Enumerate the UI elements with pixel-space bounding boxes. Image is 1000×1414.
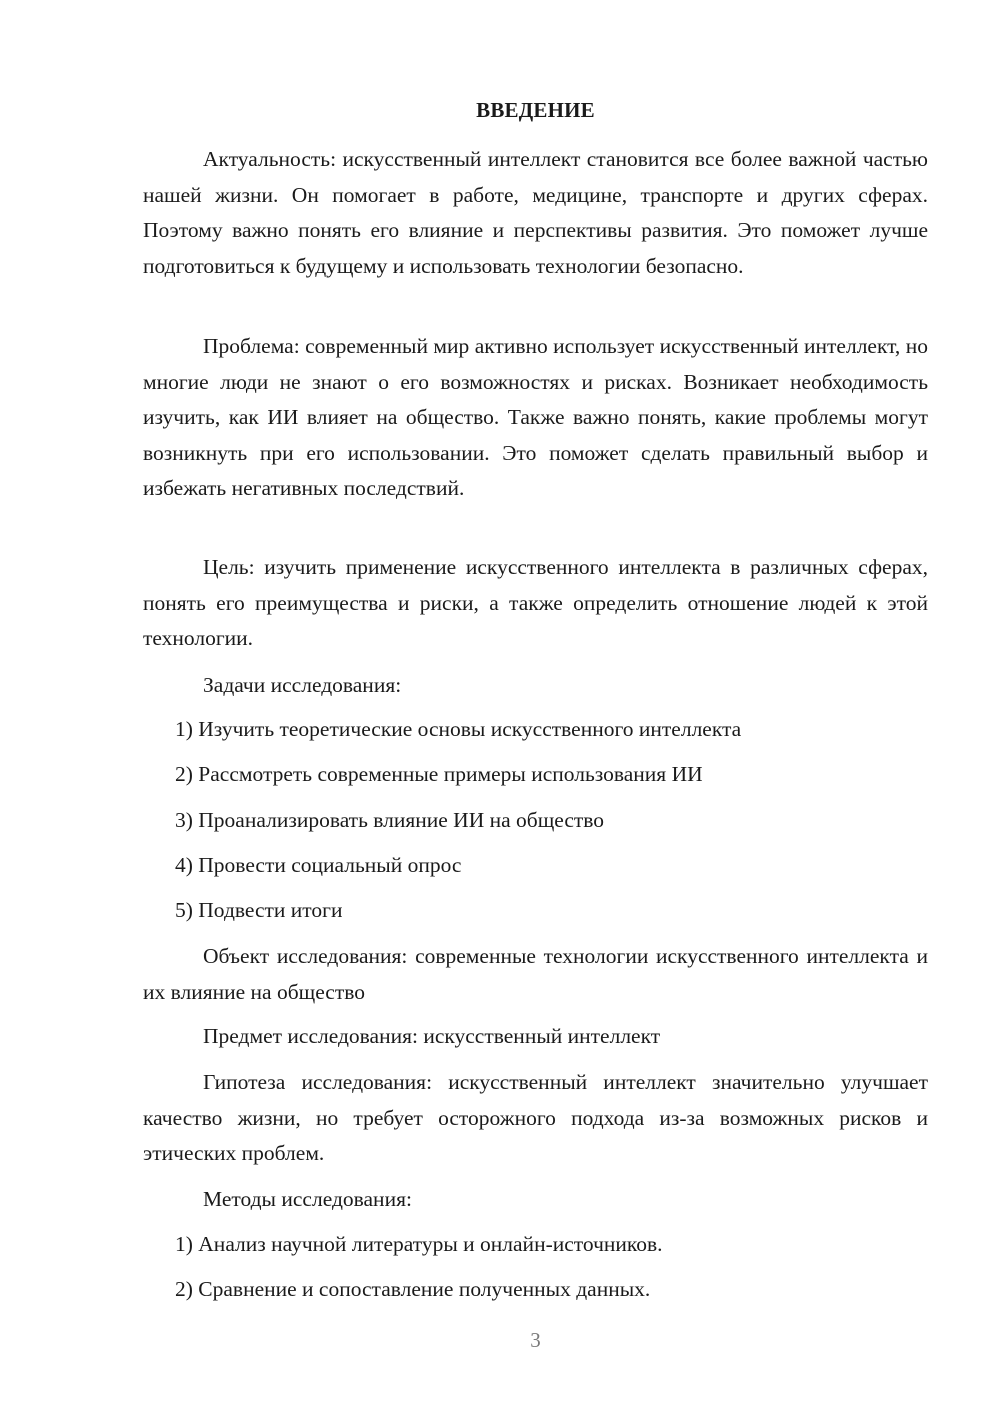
- object-paragraph: Объект исследования: современные технологии искусственного интеллекта и их влияние на общество: [143, 944, 928, 1004]
- task-item: 4) Провести социальный опрос: [175, 853, 462, 877]
- task-item: 5) Подвести итоги: [175, 898, 343, 922]
- subject-paragraph: Предмет исследования: искусственный интеллект: [203, 1024, 661, 1048]
- page-number: 3: [530, 1328, 541, 1352]
- task-item: 2) Рассмотреть современные примеры использования ИИ: [175, 762, 703, 786]
- section-title: ВВЕДЕНИЕ: [476, 98, 595, 122]
- methods-heading: Методы исследования:: [203, 1187, 412, 1211]
- task-item: 3) Проанализировать влияние ИИ на общество: [175, 808, 605, 832]
- relevance-paragraph: Актуальность: искусственный интеллект становится все более важной частью нашей жизни. Он помогает в работе, медицине, транспорте и других сферах. Поэтому важно понять его влияние и перспективы развития. Это поможет лучше подготовиться к будущему и использовать технологии безопасно.: [143, 147, 928, 278]
- problem-paragraph: Проблема: современный мир активно использует искусственный интеллект, но многие люди не знают о его возможностях и рисках. Возникает необходимость изучить, как ИИ влияет на общество. Также важно понять, какие проблемы могут возникнуть при его использовании. Это поможет сделать правильный выбор и избежать негативных последствий.: [143, 334, 928, 500]
- goal-paragraph: Цель: изучить применение искусственного интеллекта в различных сферах, понять его преимущества и риски, а также определить отношение людей к этой технологии.: [143, 555, 928, 650]
- tasks-heading: Задачи исследования:: [203, 673, 402, 697]
- method-item: 2) Сравнение и сопоставление полученных данных.: [175, 1277, 651, 1301]
- method-item: 1) Анализ научной литературы и онлайн-источников.: [175, 1232, 663, 1256]
- task-item: 1) Изучить теоретические основы искусственного интеллекта: [175, 717, 742, 741]
- hypothesis-paragraph: Гипотеза исследования: искусственный интеллект значительно улучшает качество жизни, но требует осторожного подхода из-за возможных рисков и этических проблем.: [143, 1070, 928, 1165]
